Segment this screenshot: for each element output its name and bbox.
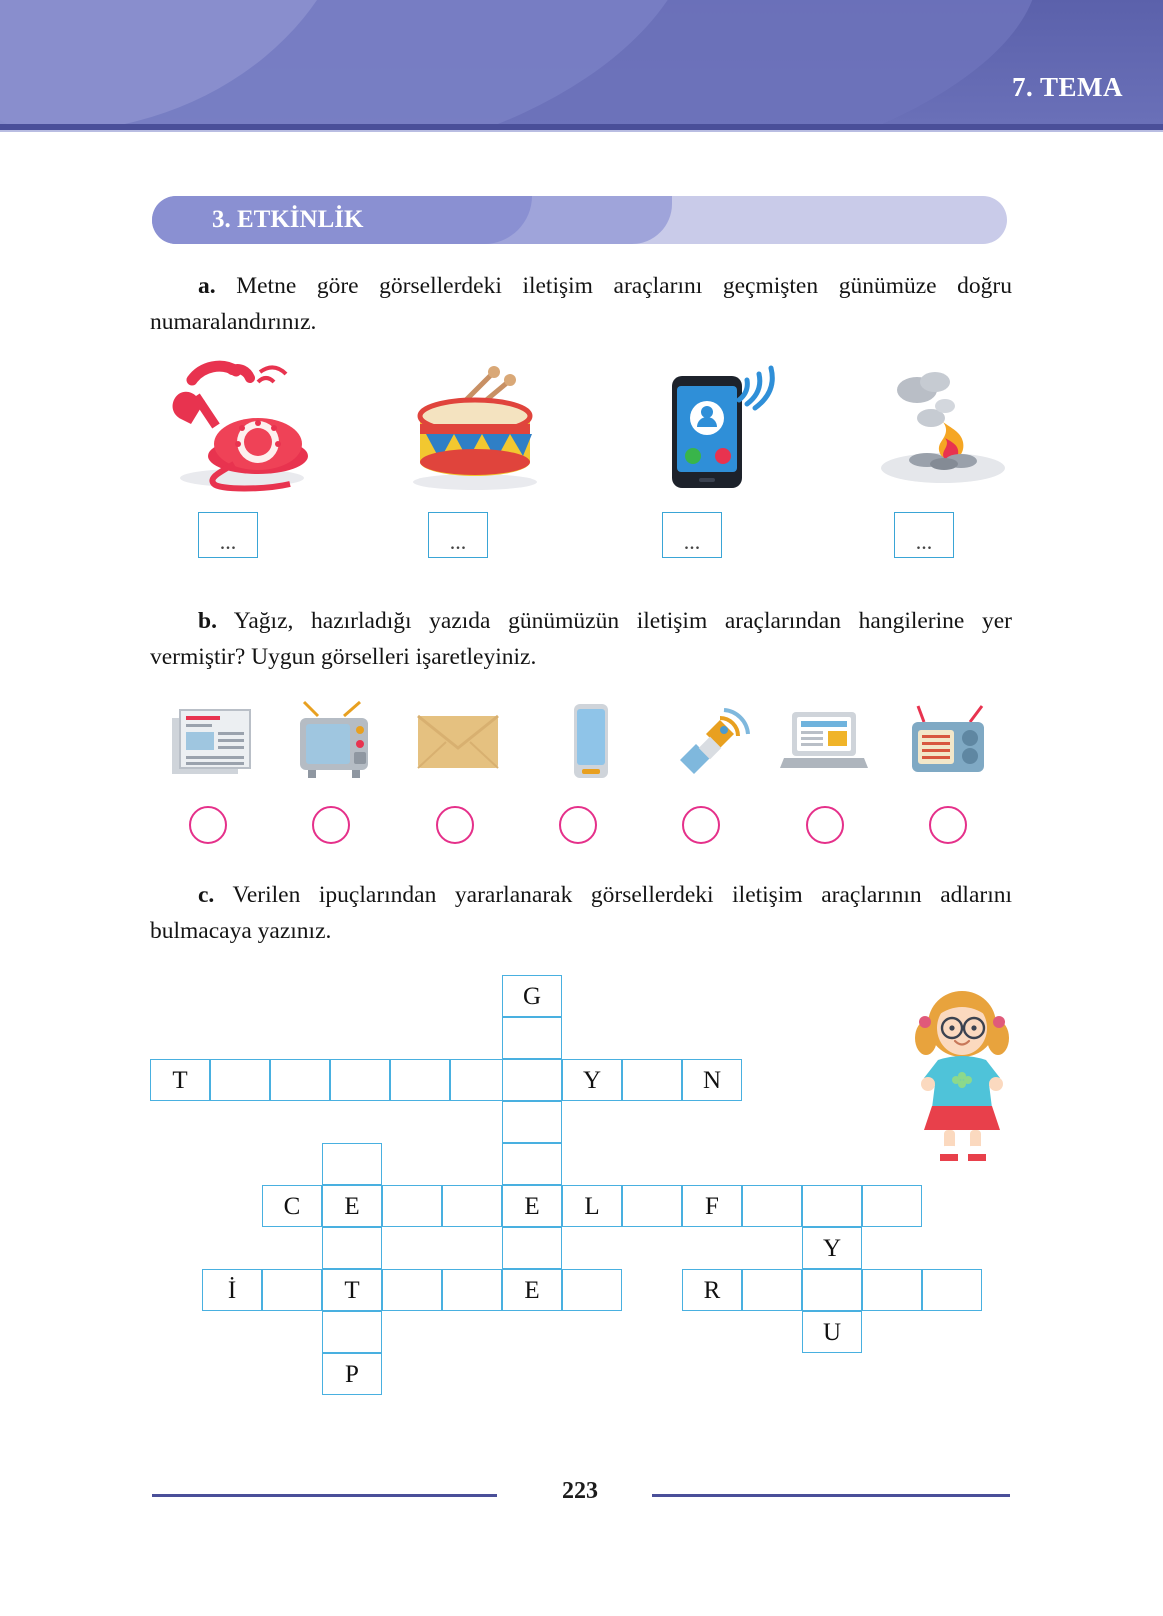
crossword-cell[interactable] (562, 1269, 622, 1311)
activity-title: 3. ETKİNLİK (212, 206, 364, 233)
crossword-cell[interactable] (322, 1311, 382, 1353)
girl-illustration (898, 978, 1028, 1168)
question-a-marker: a. (198, 273, 216, 299)
crossword-cell[interactable]: E (502, 1185, 562, 1227)
crossword-cell[interactable]: C (262, 1185, 322, 1227)
crossword-cell[interactable] (390, 1059, 450, 1101)
smartphone-icon (635, 360, 785, 495)
question-b-paragraph (150, 603, 1012, 675)
crossword-cell[interactable] (802, 1185, 862, 1227)
drum-icon (400, 360, 550, 495)
checkbox-7[interactable] (929, 806, 967, 844)
question-a-paragraph (150, 268, 1012, 340)
page-header (0, 0, 1163, 130)
theme-title: 7. TEMA (1011, 72, 1123, 102)
laptop-icon (778, 704, 870, 786)
question-a-text: Metne göre görsellerdeki iletişim araçlarını geçmişten günümüze doğru numaralandırınız. (150, 273, 1012, 335)
crossword-cell[interactable]: P (322, 1353, 382, 1395)
header-rule-secondary (0, 130, 1163, 132)
envelope-icon (412, 706, 504, 788)
question-b-marker: b. (198, 608, 217, 634)
crossword-cell[interactable] (442, 1185, 502, 1227)
crossword-cell[interactable]: G (502, 975, 562, 1017)
checkbox-2[interactable] (312, 806, 350, 844)
crossword-cell[interactable] (742, 1185, 802, 1227)
crossword-cell[interactable] (622, 1185, 682, 1227)
row-a (150, 360, 1015, 570)
crossword-cell[interactable]: Y (562, 1059, 622, 1101)
crossword-cell[interactable] (502, 1101, 562, 1143)
crossword-cell[interactable] (450, 1059, 510, 1101)
crossword-cell[interactable] (502, 1017, 562, 1059)
crossword-cell[interactable] (862, 1269, 922, 1311)
page-number: 223 (562, 1478, 598, 1504)
crossword-cell[interactable] (502, 1059, 562, 1101)
crossword-cell[interactable] (922, 1269, 982, 1311)
checkbox-4[interactable] (559, 806, 597, 844)
answer-box-1[interactable]: ... (198, 512, 258, 558)
footer-rule-left (152, 1494, 497, 1497)
rotary-telephone-icon (170, 360, 320, 495)
checkbox-5[interactable] (682, 806, 720, 844)
satellite-icon (662, 700, 754, 782)
crossword-cell[interactable]: F (682, 1185, 742, 1227)
crossword-cell[interactable] (502, 1143, 562, 1185)
answer-box-2[interactable]: ... (428, 512, 488, 558)
checkbox-6[interactable] (806, 806, 844, 844)
checkbox-3[interactable] (436, 806, 474, 844)
answer-box-4[interactable]: ... (894, 512, 954, 558)
footer-rule-right (652, 1494, 1010, 1497)
crossword-cell[interactable] (802, 1269, 862, 1311)
checkbox-1[interactable] (189, 806, 227, 844)
radio-icon (902, 700, 994, 782)
crossword-cell[interactable] (322, 1227, 382, 1269)
crossword-cell[interactable]: İ (202, 1269, 262, 1311)
answer-box-3[interactable]: ... (662, 512, 722, 558)
crossword-cell[interactable]: T (150, 1059, 210, 1101)
question-c-marker: c. (198, 882, 215, 908)
crossword-cell[interactable] (862, 1185, 922, 1227)
question-c-paragraph (150, 877, 1012, 949)
mobile-phone-icon (544, 700, 636, 782)
crossword-cell[interactable] (742, 1269, 802, 1311)
crossword-cell[interactable] (262, 1269, 322, 1311)
crossword-cell[interactable]: E (322, 1185, 382, 1227)
crossword-cell[interactable] (502, 1227, 562, 1269)
crossword-cell[interactable] (382, 1185, 442, 1227)
crossword-cell[interactable] (322, 1143, 382, 1185)
crossword-cell[interactable]: N (682, 1059, 742, 1101)
crossword-cell[interactable]: U (802, 1311, 862, 1353)
crossword-cell[interactable] (442, 1269, 502, 1311)
crossword-cell[interactable] (622, 1059, 682, 1101)
crossword-cell[interactable]: T (322, 1269, 382, 1311)
newspaper-icon (166, 700, 258, 782)
crossword-cell[interactable]: R (682, 1269, 742, 1311)
television-icon (288, 700, 380, 782)
crossword-cell[interactable] (382, 1269, 442, 1311)
smoke-signal-fire-icon (865, 360, 1015, 495)
row-b (150, 700, 1015, 865)
crossword-cell[interactable]: E (502, 1269, 562, 1311)
crossword-cell[interactable]: Y (802, 1227, 862, 1269)
question-c-text: Verilen ipuçlarından yararlanarak görsellerdeki iletişim araçlarının adlarını bulmacaya yazınız. (150, 882, 1013, 944)
crossword-cell[interactable] (270, 1059, 330, 1101)
activity-banner (152, 196, 1007, 244)
crossword-cell[interactable] (210, 1059, 270, 1101)
crossword-cell[interactable]: L (562, 1185, 622, 1227)
question-b-text: Yağız, hazırladığı yazıda günümüzün iletişim araçlarından hangilerine yer vermiştir? Uygun görselleri işaretleyiniz. (150, 608, 1012, 670)
crossword-cell[interactable] (330, 1059, 390, 1101)
